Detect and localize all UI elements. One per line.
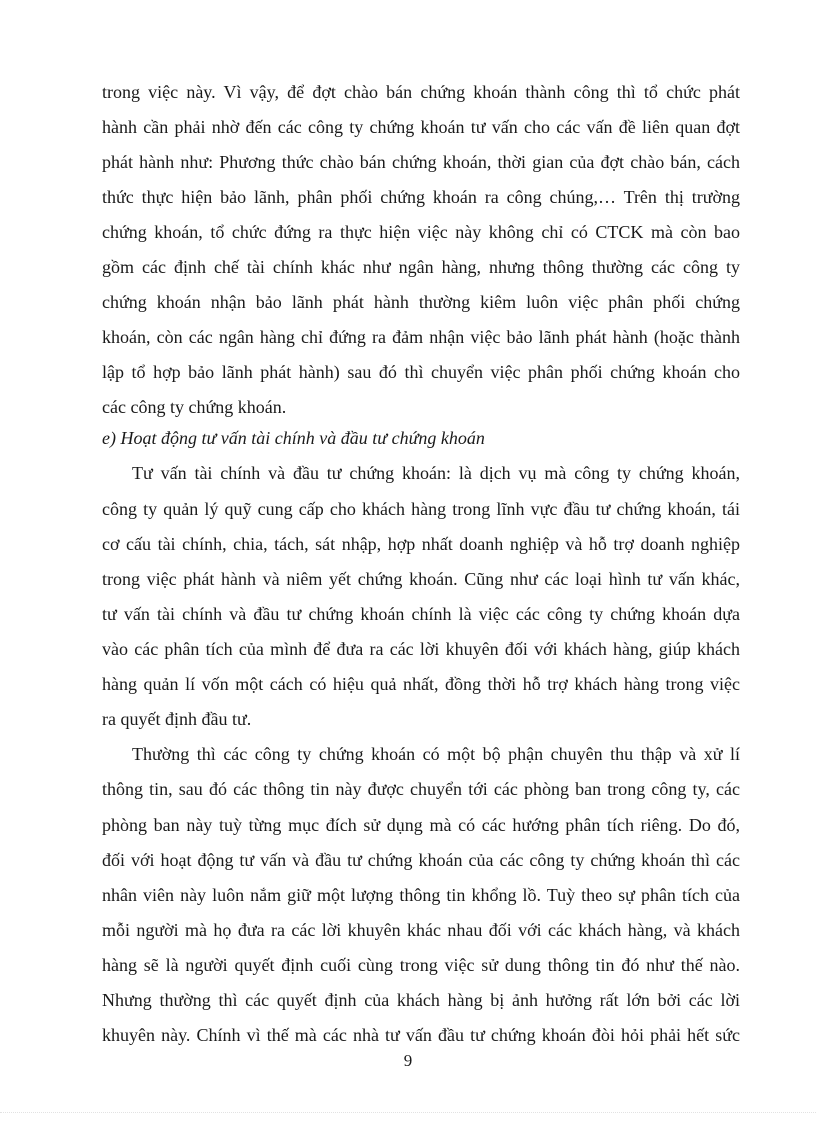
paragraph-2-line-2: công ty quản lý quỹ cung cấp cho khách hàng trong lĩnh vực đầu tư chứng khoán, tái <box>102 499 740 519</box>
paragraph-3-line-6: mỗi người mà họ đưa ra các lời khuyên khác nhau đối với các khách hàng, và khách <box>102 920 740 940</box>
paragraph-1-line-7: chứng khoán nhận bảo lãnh phát hành thường kiêm luôn việc phân phối chứng <box>102 292 740 312</box>
paragraph-3-line-1: Thường thì các công ty chứng khoán có một bộ phận chuyên thu thập và xử lí <box>132 744 740 764</box>
paragraph-1-line-4: thức thực hiện bảo lãnh, phân phối chứng khoán ra công chúng,… Trên thị trường <box>102 187 740 207</box>
page-number: 9 <box>403 1051 413 1070</box>
paragraph-3-line-8: Nhưng thường thì các quyết định của khách hàng bị ảnh hưởng rất lớn bởi các lời <box>102 990 740 1010</box>
page-bottom-divider <box>0 1112 816 1113</box>
paragraph-2-line-7: hàng quản lí vốn một cách có hiệu quả nhất, đồng thời hỗ trợ khách hàng trong việc <box>102 674 740 694</box>
paragraph-2-line-6: vào các phân tích của mình để đưa ra các lời khuyên đối với khách hàng, giúp khách <box>102 639 740 659</box>
paragraph-1-line-3: phát hành như: Phương thức chào bán chứng khoán, thời gian của đợt chào bán, cách <box>102 152 740 172</box>
paragraph-1-line-6: gồm các định chế tài chính khác như ngân hàng, nhưng thông thường các công ty <box>102 257 740 277</box>
paragraph-1-line-8: khoán, còn các ngân hàng chỉ đứng ra đảm nhận việc bảo lãnh phát hành (hoặc thành <box>102 327 740 347</box>
paragraph-3-line-2: thông tin, sau đó các thông tin này được chuyển tới các phòng ban trong công ty, các <box>102 779 740 799</box>
paragraph-3-line-4: đối với hoạt động tư vấn và đầu tư chứng khoán của các công ty chứng khoán thì các <box>102 850 740 870</box>
paragraph-2-line-1: Tư vấn tài chính và đầu tư chứng khoán: là dịch vụ mà công ty chứng khoán, <box>132 463 740 483</box>
paragraph-2-line-4: trong việc phát hành và niêm yết chứng khoán. Cũng như các loại hình tư vấn khác, <box>102 569 740 589</box>
paragraph-2-line-5: tư vấn tài chính và đầu tư chứng khoán chính là việc các công ty chứng khoán dựa <box>102 604 740 624</box>
paragraph-1-line-1: trong việc này. Vì vậy, để đợt chào bán chứng khoán thành công thì tổ chức phát <box>102 82 740 102</box>
paragraph-2-line-8: ra quyết định đầu tư. <box>102 709 252 729</box>
paragraph-3-line-5: nhân viên này luôn nắm giữ một lượng thông tin khổng lồ. Tuỳ theo sự phân tích của <box>102 885 740 905</box>
paragraph-3-line-7: hàng sẽ là người quyết định cuối cùng trong việc sử dung thông tin đó như thế nào. <box>102 955 740 975</box>
paragraph-1-line-2: hành cần phải nhờ đến các công ty chứng khoán tư vấn cho các vấn đề liên quan đợt <box>102 117 740 137</box>
paragraph-3-line-3: phòng ban này tuỳ từng mục đích sử dụng mà có các hướng phân tích riêng. Do đó, <box>102 815 740 835</box>
section-heading: e) Hoạt động tư vấn tài chính và đầu tư chứng khoán <box>102 428 485 448</box>
paragraph-3-line-9: khuyên này. Chính vì thế mà các nhà tư vấn đầu tư chứng khoán đòi hỏi phải hết sức <box>102 1025 740 1045</box>
paragraph-1-line-10: các công ty chứng khoán. <box>102 397 287 417</box>
paragraph-1-line-5: chứng khoán, tổ chức đứng ra thực hiện việc này không chỉ có CTCK mà còn bao <box>102 222 740 242</box>
paragraph-1-line-9: lập tổ hợp bảo lãnh phát hành) sau đó thì chuyển việc phân phối chứng khoán cho <box>102 362 740 382</box>
paragraph-2-line-3: cơ cấu tài chính, chia, tách, sát nhập, hợp nhất doanh nghiệp và hỗ trợ doanh nghiệp <box>102 534 740 554</box>
